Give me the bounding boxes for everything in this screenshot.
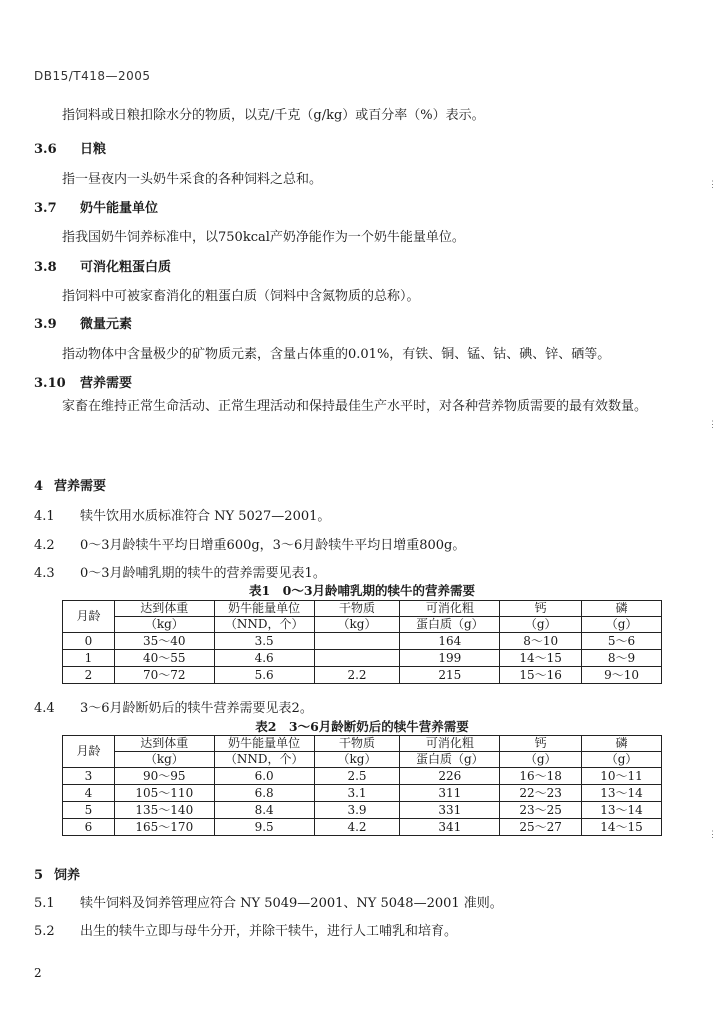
item-4-3: 4.3 0～3月龄哺乳期的犊牛的营养需要见表1。	[34, 566, 326, 581]
section-body-3-9: 指动物体中含量极少的矿物质元素，含量占体重的0.01%，有铁、铜、锰、钴、碘、锌、硒等。	[62, 347, 611, 362]
table1-header-cell: （g）	[582, 617, 662, 633]
item-5-1: 5.1 犊牛饲料及饲养管理应符合 NY 5049—2001、NY 5048—2001 准则。	[34, 896, 503, 911]
table-cell: 4.6	[214, 650, 314, 667]
table-row	[63, 650, 662, 667]
table2-header-cell: 磷	[582, 736, 662, 752]
table-cell: 3.1	[314, 785, 400, 802]
table-cell: 14～15	[500, 650, 582, 667]
page-number: 2	[34, 966, 42, 980]
table-cell: 35～40	[114, 633, 214, 650]
document-header-code: DB15/T418—2005	[34, 69, 151, 83]
scan-edge-mark: ⋮	[708, 180, 717, 190]
table1-header-row	[63, 601, 662, 617]
table2-header-cell: （g）	[582, 752, 662, 768]
table-cell: 3.9	[314, 802, 400, 819]
section-body-3-6: 指一昼夜内一头奶牛采食的各种饲料之总和。	[62, 172, 323, 187]
table-cell: 9～10	[582, 667, 662, 684]
table1-header-cell: 磷	[582, 601, 662, 617]
table1-header-cell: 达到体重	[114, 601, 214, 617]
table-cell: 8～9	[582, 650, 662, 667]
table-row	[63, 785, 662, 802]
table1-header-row	[63, 617, 662, 633]
table-cell: 199	[400, 650, 500, 667]
section-heading-3-9: 3.9 微量元素	[34, 317, 133, 332]
table-cell: 25～27	[500, 819, 582, 836]
table-cell: 4	[63, 785, 115, 802]
table-cell	[314, 633, 400, 650]
table2-caption: 表2 3～6月龄断奶后的犊牛营养需要	[255, 719, 469, 734]
table-cell: 1	[63, 650, 115, 667]
table2-header-cell: 蛋白质（g）	[400, 752, 500, 768]
table-cell: 5	[63, 802, 115, 819]
section-heading-3-10: 3.10 营养需要	[34, 376, 133, 391]
table2-header-cell: （kg）	[114, 752, 214, 768]
scan-edge-mark: ⋮	[708, 830, 717, 840]
section-heading-3-8: 3.8 可消化粗蛋白质	[34, 260, 172, 275]
table1-header-cell: 钙	[500, 601, 582, 617]
table-row	[63, 633, 662, 650]
item-4-2: 4.2 0～3月龄犊牛平均日增重600g，3～6月龄犊牛平均日增重800g。	[34, 538, 466, 553]
table-row	[63, 667, 662, 684]
section-heading-3-7: 3.7 奶牛能量单位	[34, 201, 159, 216]
table1-header-cell: （kg）	[314, 617, 400, 633]
table-cell: 10～11	[582, 768, 662, 785]
table2-header-cell: 干物质	[314, 736, 400, 752]
table-cell: 15～16	[500, 667, 582, 684]
table-cell: 226	[400, 768, 500, 785]
table2-header-row	[63, 736, 662, 752]
table1-header-cell: 干物质	[314, 601, 400, 617]
table-cell: 2.5	[314, 768, 400, 785]
table-cell: 331	[400, 802, 500, 819]
table-cell: 8～10	[500, 633, 582, 650]
table1-caption: 表1 0～3月龄哺乳期的犊牛的营养需要	[248, 583, 476, 598]
table-cell: 5～6	[582, 633, 662, 650]
table-cell: 3	[63, 768, 115, 785]
table1-header-cell: （g）	[500, 617, 582, 633]
item-4-1: 4.1 犊牛饮用水质标准符合 NY 5027—2001。	[34, 509, 331, 524]
table-cell: 311	[400, 785, 500, 802]
table1-header-cell: 月龄	[63, 601, 115, 633]
table-cell: 14～15	[582, 819, 662, 836]
table-1	[62, 600, 662, 684]
table1-header-cell: （NND，个）	[214, 617, 314, 633]
table-cell: 341	[400, 819, 500, 836]
table-cell: 40～55	[114, 650, 214, 667]
table-cell: 90～95	[114, 768, 214, 785]
table-2	[62, 735, 662, 836]
table-cell: 70～72	[114, 667, 214, 684]
table-cell: 4.2	[314, 819, 400, 836]
table-cell: 2.2	[314, 667, 400, 684]
table2-header-row	[63, 752, 662, 768]
table2-header-cell: 达到体重	[114, 736, 214, 752]
section-body-3-7: 指我国奶牛饲养标准中，以750kcal产奶净能作为一个奶牛能量单位。	[62, 230, 465, 245]
table-cell: 135～140	[114, 802, 214, 819]
table-cell: 164	[400, 633, 500, 650]
item-4-4: 4.4 3～6月龄断奶后的犊牛营养需要见表2。	[34, 701, 313, 716]
table-cell: 0	[63, 633, 115, 650]
table2-header-cell: 可消化粗	[400, 736, 500, 752]
intro-line: 指饲料或日粮扣除水分的物质，以克/千克（g/kg）或百分率（%）表示。	[62, 108, 485, 123]
table2-header-cell: （g）	[500, 752, 582, 768]
table1-header-cell: 蛋白质（g）	[400, 617, 500, 633]
table-cell: 22～23	[500, 785, 582, 802]
table-cell: 5.6	[214, 667, 314, 684]
table-cell: 3.5	[214, 633, 314, 650]
table1-header-cell: （kg）	[114, 617, 214, 633]
table2-header-cell: 奶牛能量单位	[214, 736, 314, 752]
section-heading-3-6: 3.6 日粮	[34, 142, 107, 157]
table-cell: 8.4	[214, 802, 314, 819]
scan-edge-mark: ⋮	[708, 420, 717, 430]
table2-header-cell: （kg）	[314, 752, 400, 768]
table1-header-cell: 可消化粗	[400, 601, 500, 617]
chapter-heading-5: 5 饲养	[34, 868, 81, 883]
table1-header-cell: 奶牛能量单位	[214, 601, 314, 617]
table-cell: 2	[63, 667, 115, 684]
section-body-3-8: 指饲料中可被家畜消化的粗蛋白质（饲料中含氮物质的总称）。	[62, 289, 420, 304]
table-cell: 13～14	[582, 802, 662, 819]
table-cell: 215	[400, 667, 500, 684]
table2-header-cell: （NND，个）	[214, 752, 314, 768]
table-cell: 6.0	[214, 768, 314, 785]
table-cell: 165～170	[114, 819, 214, 836]
table-cell: 13～14	[582, 785, 662, 802]
table-row	[63, 802, 662, 819]
item-5-2: 5.2 出生的犊牛立即与母牛分开，并除干犊牛，进行人工哺乳和培育。	[34, 924, 458, 939]
table-cell	[314, 650, 400, 667]
table-row	[63, 768, 662, 785]
table-cell: 6	[63, 819, 115, 836]
table-row	[63, 819, 662, 836]
table-cell: 23～25	[500, 802, 582, 819]
table2-header-cell: 钙	[500, 736, 582, 752]
chapter-heading-4: 4 营养需要	[34, 479, 107, 494]
table-cell: 16～18	[500, 768, 582, 785]
table-cell: 105～110	[114, 785, 214, 802]
table-cell: 9.5	[214, 819, 314, 836]
section-body-3-10: 家畜在维持正常生命活动、正常生理活动和保持最佳生产水平时，对各种营养物质需要的最有效数量。	[62, 399, 648, 414]
table2-header-cell: 月龄	[63, 736, 115, 768]
table-cell: 6.8	[214, 785, 314, 802]
